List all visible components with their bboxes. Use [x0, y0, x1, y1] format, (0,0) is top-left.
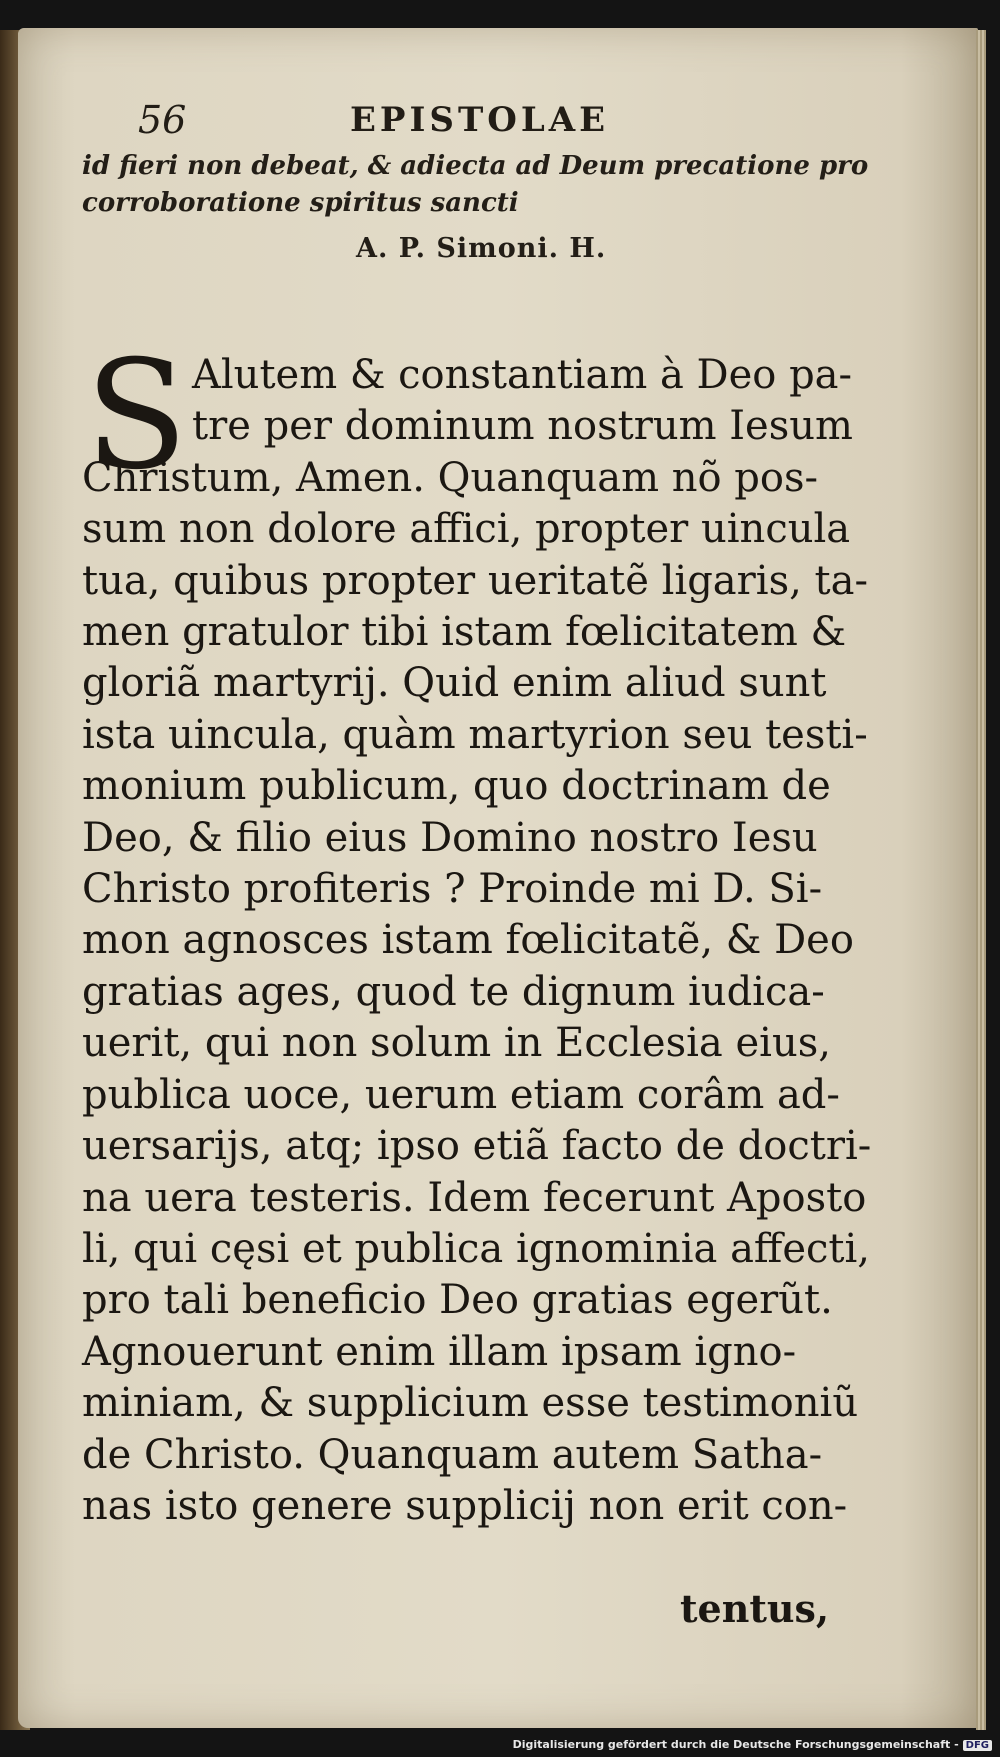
dfg-logo: DFG — [963, 1740, 992, 1751]
body-line: mon agnosces istam fœlicitatẽ, & Deo — [82, 917, 854, 964]
body-line: gratias ages, quod te dignum iudica- — [82, 968, 825, 1015]
body-line: Christum, Amen. Quanquam nõ pos- — [82, 454, 818, 501]
body-line: tua, quibus propter ueritatẽ ligaris, ta- — [82, 557, 868, 604]
body-line: tre per dominum nostrum Iesum — [192, 403, 853, 450]
addressee: A. P. Simoni. H. — [356, 233, 607, 264]
body-line: nas isto genere supplicij non erit con- — [82, 1482, 848, 1529]
body-line: pro tali beneficio Deo gratias egerũt. — [82, 1277, 833, 1324]
body-line: Deo, & filio eius Domino nostro Iesu — [82, 814, 818, 861]
summary-line: id fieri non debeat, & adiecta ad Deum precatione pro — [82, 151, 869, 181]
body-line: uerit, qui non solum in Ecclesia eius, — [82, 1020, 831, 1067]
summary-line: corroboratione spiritus sancti — [82, 188, 519, 218]
body-line: Christo profiteris ? Proinde mi D. Si- — [82, 866, 823, 913]
body-line: monium publicum, quo doctrinam de — [82, 763, 831, 810]
credit-text: Digitalisierung gefördert durch die Deutsche Forschungsgemeinschaft - — [512, 1738, 959, 1751]
body-line: men gratulor tibi istam fœlicitatem & — [82, 609, 847, 656]
body-line: ista uincula, quàm martyrion seu testi- — [82, 711, 868, 758]
body-line: miniam, & supplicium esse testimoniũ — [82, 1380, 859, 1427]
letter-body — [82, 329, 902, 1532]
body-line: de Christo. Quanquam autem Satha- — [82, 1431, 823, 1478]
letter-summary — [82, 148, 912, 267]
body-line: Agnouerunt enim illam ipsam igno- — [82, 1328, 797, 1375]
running-title: EPISTOLAE — [350, 100, 610, 140]
body-line: uersarijs, atq; ipso etiã facto de doctri- — [82, 1123, 872, 1170]
body-line: gloriã martyrij. Quid enim aliud sunt — [82, 660, 827, 707]
page-number: 56 — [138, 98, 187, 142]
digitization-credit — [513, 1738, 992, 1751]
body-line: publica uoce, uerum etiam corâm ad- — [82, 1071, 840, 1118]
page-edge — [976, 30, 986, 1730]
body-line: Alutem & constantiam à Deo pa- — [192, 352, 853, 398]
catchword: tentus, — [680, 1586, 830, 1631]
body-line: sum non dolore affici, propter uincula — [82, 506, 851, 553]
page-header-block — [82, 88, 902, 267]
body-line: na uera testeris. Idem fecerunt Aposto — [82, 1174, 867, 1221]
body-line: li, qui cęsi et publica ignominia affecti, — [82, 1225, 870, 1272]
running-head — [82, 88, 902, 148]
drop-cap: S — [85, 329, 188, 503]
